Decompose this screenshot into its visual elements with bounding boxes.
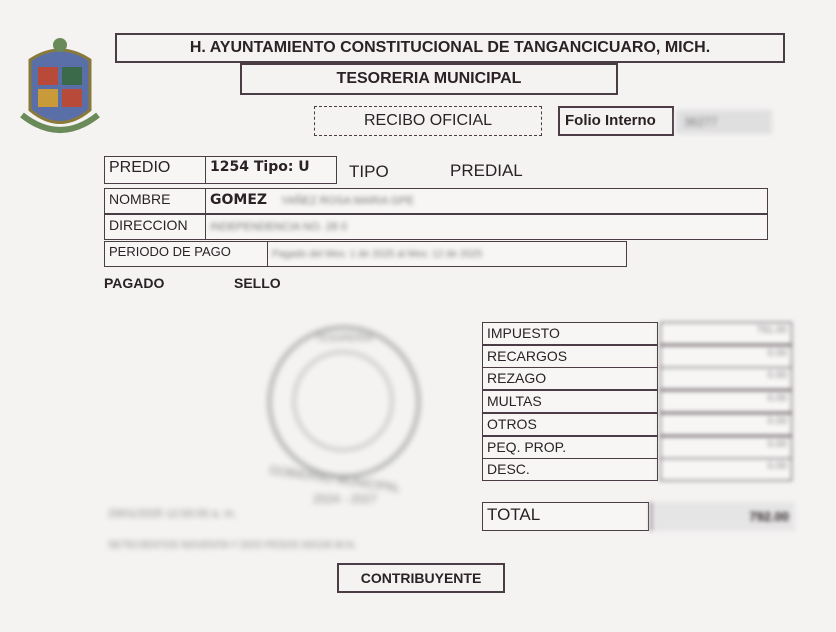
seal-bottom-text: GOBIERNO MUNICIPAL [268,462,402,496]
concept-label: DESC. [482,458,658,481]
folio-value: 36277 [676,110,772,134]
concept-label: MULTAS [482,390,658,413]
concept-label: PEQ. PROP. [482,436,658,459]
periodo-label: PERIODO DE PAGO [104,241,268,267]
periodo-value: Pagado del Mes: 1 de 2025 al Mes: 12 de 2025 [272,249,483,260]
nombre-label: NOMBRE [104,188,206,214]
pagado-label: PAGADO [104,275,165,291]
nombre-field [205,188,768,214]
amount-in-words: SETECIENTOS NOVENTA Y DOS PESOS 00/100 M.N. [108,540,357,551]
concept-label: IMPUESTO [482,322,658,345]
seal-years: 2024 - 2027 [312,492,378,506]
receipt-title: RECIBO OFICIAL [314,106,542,136]
predio-value: 1254 Tipo: U [205,156,337,184]
folio-label-box [558,106,674,136]
folio-label: Folio Interno [565,112,656,129]
tipo-value: PREDIAL [450,161,523,180]
concept-label: RECARGOS [482,345,658,368]
sello-label: SELLO [234,275,281,291]
predio-label: PREDIO [104,156,206,184]
direccion-label: DIRECCION [104,214,206,240]
municipality-header [115,33,785,63]
department-title: TESORERIA MUNICIPAL [336,70,522,87]
concept-value: 791.00 [660,322,792,345]
seal-top-text: TESORERIA [315,333,373,344]
concept-value: 0.00 [660,390,792,413]
copy-label: CONTRIBUYENTE [360,570,482,586]
department-header [240,63,618,95]
total-label: TOTAL [482,502,649,531]
payment-datetime: 29/01/2025 12:00:00 a. m. [108,508,237,520]
concept-value: 0.00 [660,345,792,368]
tipo-label: TIPO [349,162,389,181]
direccion-value: INDEPENDENCIA NO. 28 0 [210,221,347,233]
direccion-field [205,214,768,240]
concept-value: 0.00 [660,436,792,459]
concept-label: OTROS [482,413,658,436]
total-value: 792.00 [650,502,795,531]
concept-value: 0.00 [660,458,792,481]
municipality-title: H. AYUNTAMIENTO CONSTITUCIONAL DE TANGANCICUARO, MICH. [189,39,711,56]
copy-label-box [337,563,505,593]
coat-of-arms-logo [20,35,100,140]
concept-value: 0.00 [660,367,792,390]
official-seal [268,326,420,478]
nombre-redacted: YAÑEZ ROSA MARIA GPE [280,195,414,207]
concept-value: 0.00 [660,413,792,436]
seal-area [100,300,470,570]
nombre-value: GOMEZ [210,192,268,208]
periodo-field [267,241,627,267]
concept-label: REZAGO [482,367,658,390]
